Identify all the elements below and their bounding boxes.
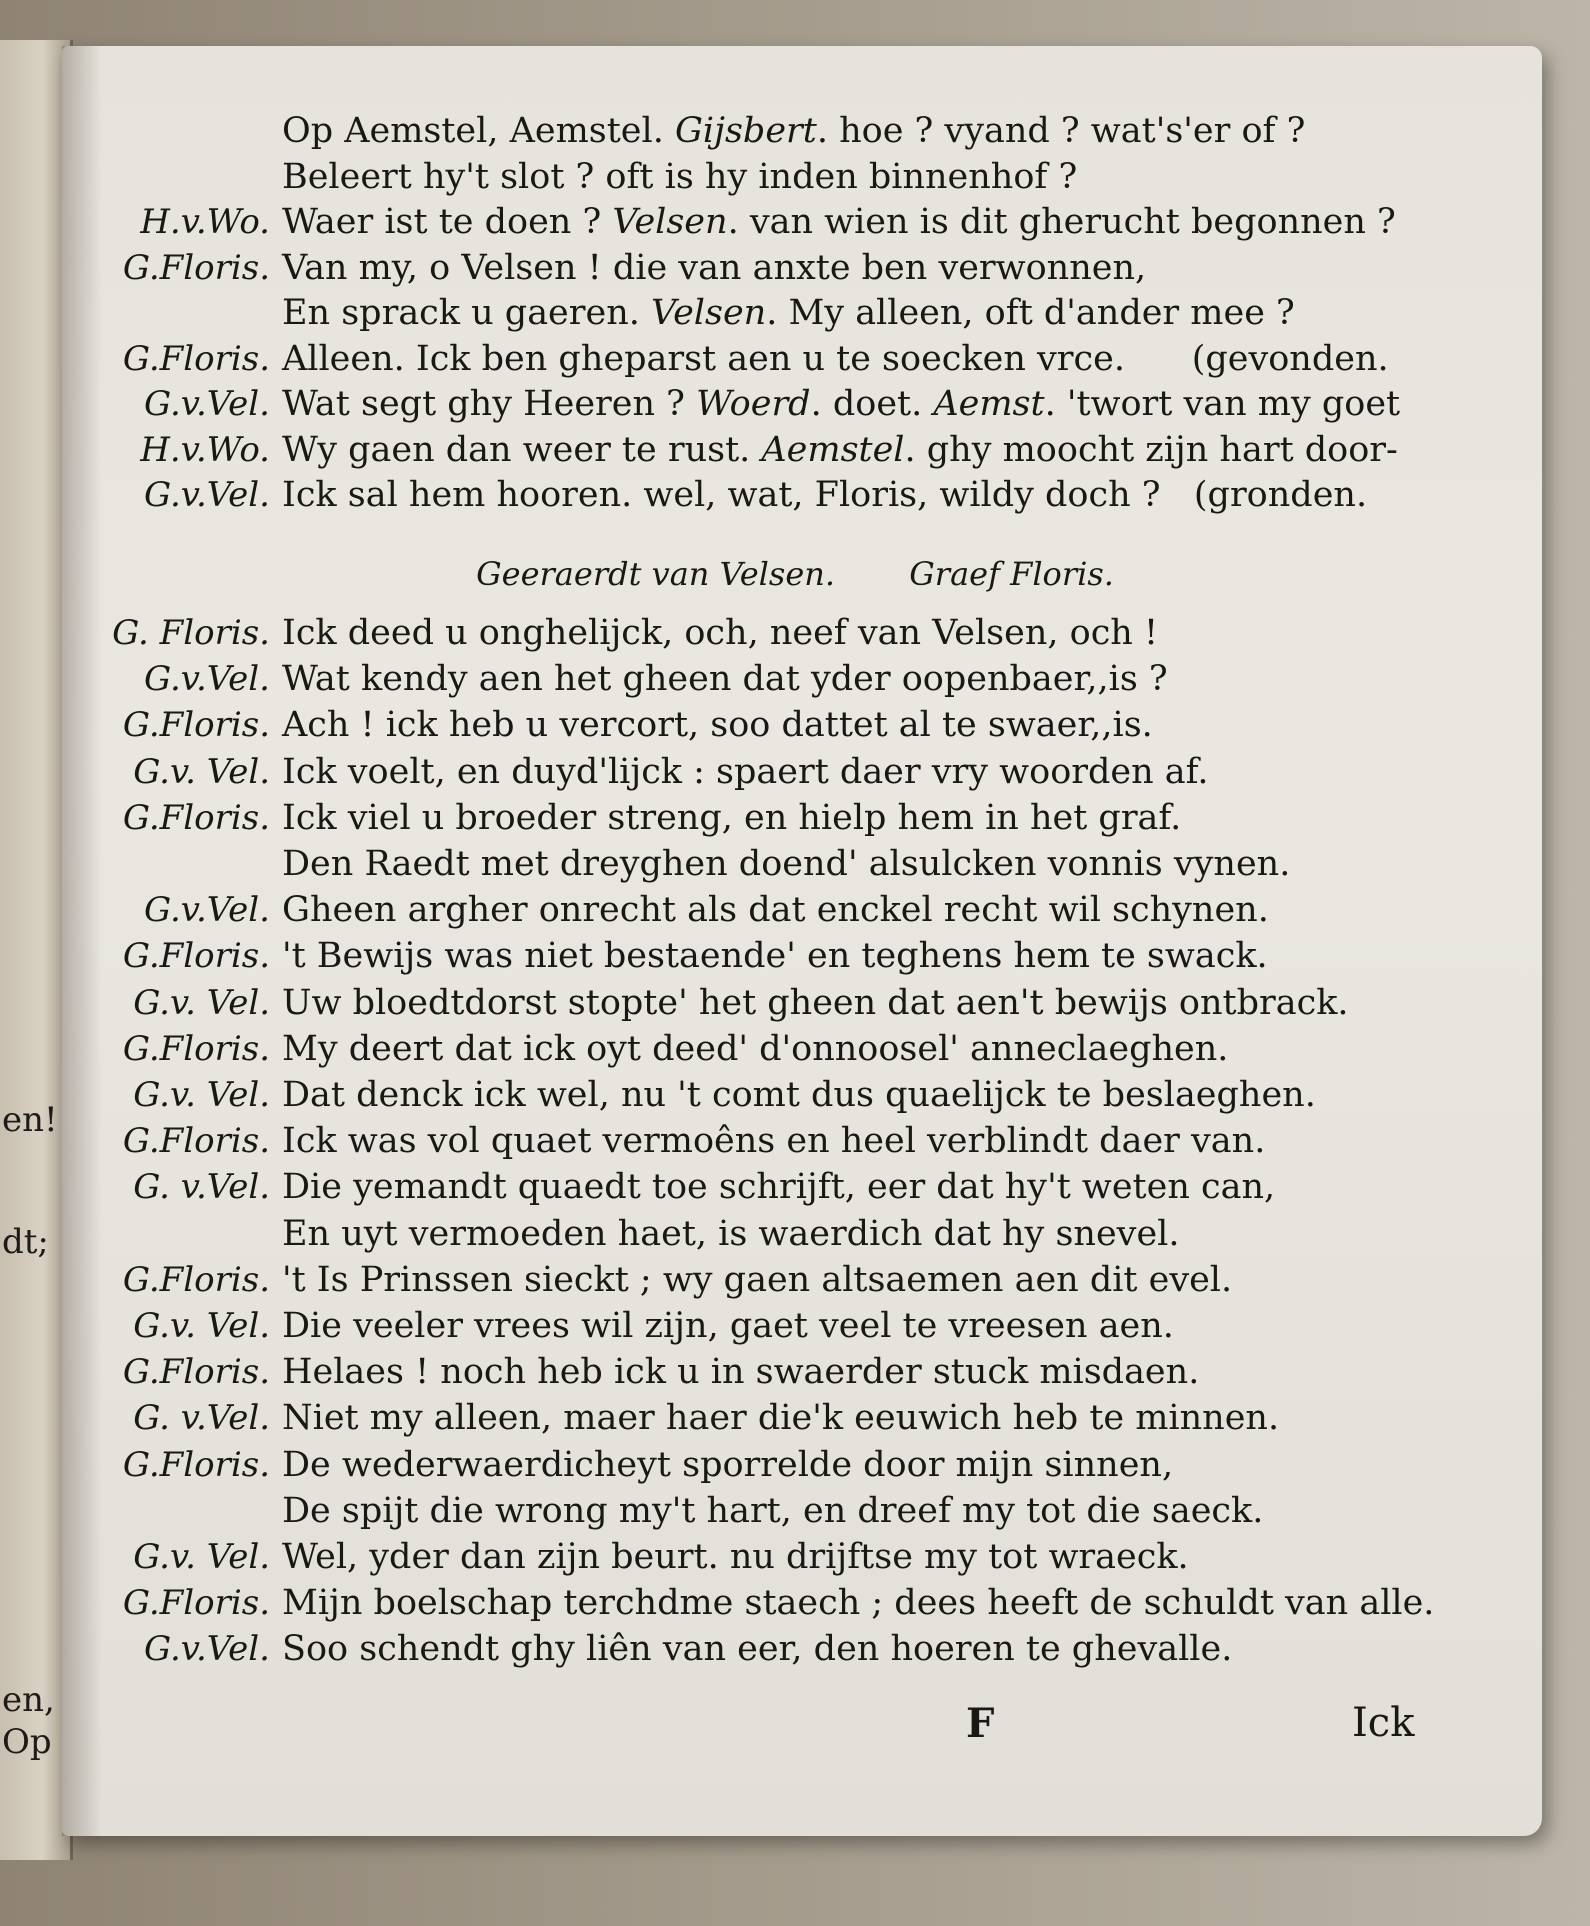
speaker-label: G.v. Vel. <box>133 983 270 1023</box>
verse-line <box>0 887 1590 933</box>
left-page-fragment: en! <box>2 1100 58 1140</box>
verse-text: Den Raedt met dreyghen doend' alsulcken vonnis vynen. <box>282 844 1291 884</box>
verse-line <box>0 245 1590 291</box>
verse-line <box>0 427 1590 473</box>
verse-text: Die veeler vrees wil zijn, gaet veel te vreesen aen. <box>282 1306 1174 1346</box>
speaker-label: G.Floris. <box>122 1121 270 1161</box>
speaker-label: G.Floris. <box>122 1352 270 1392</box>
verse-text: Ick viel u broeder streng, en hielp hem in het graf. <box>282 798 1182 838</box>
verse-text: Ick voelt, en duyd'lijck : spaert daer vry woorden af. <box>282 752 1209 792</box>
verse-line <box>0 1349 1590 1395</box>
verse-text: De wederwaerdicheyt sporrelde door mijn sinnen, <box>282 1445 1174 1485</box>
verse-line <box>0 1211 1590 1257</box>
verse-text: Gheen argher onrecht als dat enckel recht wil schynen. <box>282 890 1269 930</box>
speaker-label: G.v.Vel. <box>144 890 270 930</box>
verse-text: Ick deed u onghelijck, och, neef van Velsen, och ! <box>282 613 1159 653</box>
speaker-label: G.Floris. <box>122 798 270 838</box>
verse-text: Ick sal hem hooren. wel, wat, Floris, wildy doch ? (gronden. <box>282 475 1368 515</box>
verse-text: En uyt vermoeden haet, is waerdich dat hy snevel. <box>282 1214 1180 1254</box>
verse-text: Uw bloedtdorst stopte' het gheen dat aen't bewijs ontbrack. <box>282 983 1349 1023</box>
verse-line <box>0 290 1590 336</box>
speaker-label: G.Floris. <box>122 1029 270 1069</box>
verse-line <box>0 1164 1590 1210</box>
speaker-label: G.Floris. <box>122 248 270 288</box>
speaker-label: G.Floris. <box>122 339 270 379</box>
verse-text: Wat segt ghy Heeren ? Woerd. doet. Aemst. 'twort van my goet <box>282 384 1401 424</box>
verse-text: My deert dat ick oyt deed' d'onnoosel' anneclaeghen. <box>282 1029 1229 1069</box>
speaker-label: G.v.Vel. <box>144 475 270 515</box>
verse-text: Van my, o Velsen ! die van anxte ben verwonnen, <box>282 248 1147 288</box>
verse-text: Op Aemstel, Aemstel. Gijsbert. hoe ? vyand ? wat's'er of ? <box>282 111 1306 151</box>
verse-text: Wat kendy aen het gheen dat yder oopenbaer,,is ? <box>282 659 1168 699</box>
verse-line <box>0 1026 1590 1072</box>
verse-line <box>0 980 1590 1026</box>
verse-text: Niet my alleen, maer haer die'k eeuwich heb te minnen. <box>282 1398 1280 1438</box>
verse-text: 't Bewijs was niet bestaende' en teghens hem te swack. <box>282 936 1268 976</box>
speaker-label: G.v. Vel. <box>133 1306 270 1346</box>
heading-character-left: Geeraerdt van Velsen. <box>476 555 836 593</box>
verse-line <box>0 1442 1590 1488</box>
speaker-label: G.v.Vel. <box>144 384 270 424</box>
verse-line <box>0 841 1590 887</box>
speaker-label: G.Floris. <box>122 1445 270 1485</box>
verse-line <box>0 108 1590 154</box>
verse-text: Helaes ! noch heb ick u in swaerder stuck misdaen. <box>282 1352 1200 1392</box>
verse-line <box>0 610 1590 656</box>
speaker-label: G.Floris. <box>122 936 270 976</box>
verse-line <box>0 656 1590 702</box>
verse-text: Soo schendt ghy liên van eer, den hoeren te ghevalle. <box>282 1629 1233 1669</box>
verse-text: Waer ist te doen ? Velsen. van wien is dit gherucht begonnen ? <box>282 202 1396 242</box>
verse-text: Alleen. Ick ben gheparst aen u te soecken vrce. (gevonden. <box>282 339 1389 379</box>
speaker-label: H.v.Wo. <box>140 430 270 470</box>
left-page-fragment: en, <box>2 1680 55 1720</box>
verse-text: De spijt die wrong my't hart, en dreef my tot die saeck. <box>282 1491 1264 1531</box>
verse-line <box>0 472 1590 518</box>
verse-text: Beleert hy't slot ? oft is hy inden binnenhof ? <box>282 157 1078 197</box>
verse-text: En sprack u gaeren. Velsen. My alleen, oft d'ander mee ? <box>282 293 1295 333</box>
speaker-label: G.Floris. <box>122 1260 270 1300</box>
speaker-label: G.Floris. <box>122 1583 270 1623</box>
verse-line <box>0 154 1590 200</box>
verse-text: 't Is Prinssen sieckt ; wy gaen altsaemen aen dit evel. <box>282 1260 1233 1300</box>
verse-text: Wy gaen dan weer te rust. Aemstel. ghy moocht zijn hart door- <box>282 430 1398 470</box>
verse-line <box>0 1488 1590 1534</box>
verse-text: Ach ! ick heb u vercort, soo dattet al te swaer,,is. <box>282 705 1153 745</box>
verse-line <box>0 1303 1590 1349</box>
speaker-label: G.v. Vel. <box>133 1075 270 1115</box>
verse-text: Mijn boelschap terchdme staech ; dees heeft de schuldt van alle. <box>282 1583 1435 1623</box>
verse-line <box>0 1395 1590 1441</box>
left-page-fragment: Op <box>2 1722 52 1762</box>
speaker-label: G. v.Vel. <box>133 1167 270 1207</box>
speaker-label: G.v.Vel. <box>144 659 270 699</box>
heading-character-right: Graef Floris. <box>909 555 1114 593</box>
verse-line <box>0 933 1590 979</box>
verse-line <box>0 795 1590 841</box>
speaker-label: H.v.Wo. <box>140 202 270 242</box>
verse-line <box>0 1580 1590 1626</box>
verse-text: Ick was vol quaet vermoêns en heel verblindt daer van. <box>282 1121 1266 1161</box>
speaker-label: G.v. Vel. <box>133 1537 270 1577</box>
catchword: Ick <box>1352 1700 1415 1746</box>
speaker-label: G.v. Vel. <box>133 752 270 792</box>
verse-line <box>0 1257 1590 1303</box>
verse-line <box>0 749 1590 795</box>
speaker-label: G.v.Vel. <box>144 1629 270 1669</box>
verse-line <box>0 1118 1590 1164</box>
left-page-fragment: dt; <box>2 1222 49 1262</box>
verse-text: Die yemandt quaedt toe schrijft, eer dat hy't weten can, <box>282 1167 1276 1207</box>
speaker-label: G. Floris. <box>112 613 270 653</box>
verse-line <box>0 702 1590 748</box>
verse-line <box>0 381 1590 427</box>
speaker-label: G.Floris. <box>122 705 270 745</box>
verse-line <box>0 1626 1590 1672</box>
verse-line <box>0 336 1590 382</box>
verse-text: Wel, yder dan zijn beurt. nu drijftse my tot wraeck. <box>282 1537 1189 1577</box>
verse-line <box>0 1534 1590 1580</box>
verse-line <box>0 199 1590 245</box>
scene-heading <box>0 555 1590 593</box>
speaker-label: G. v.Vel. <box>133 1398 270 1438</box>
verse-line <box>0 1072 1590 1118</box>
signature-mark: F <box>966 1700 995 1747</box>
verse-text: Dat denck ick wel, nu 't comt dus quaelijck te beslaeghen. <box>282 1075 1316 1115</box>
